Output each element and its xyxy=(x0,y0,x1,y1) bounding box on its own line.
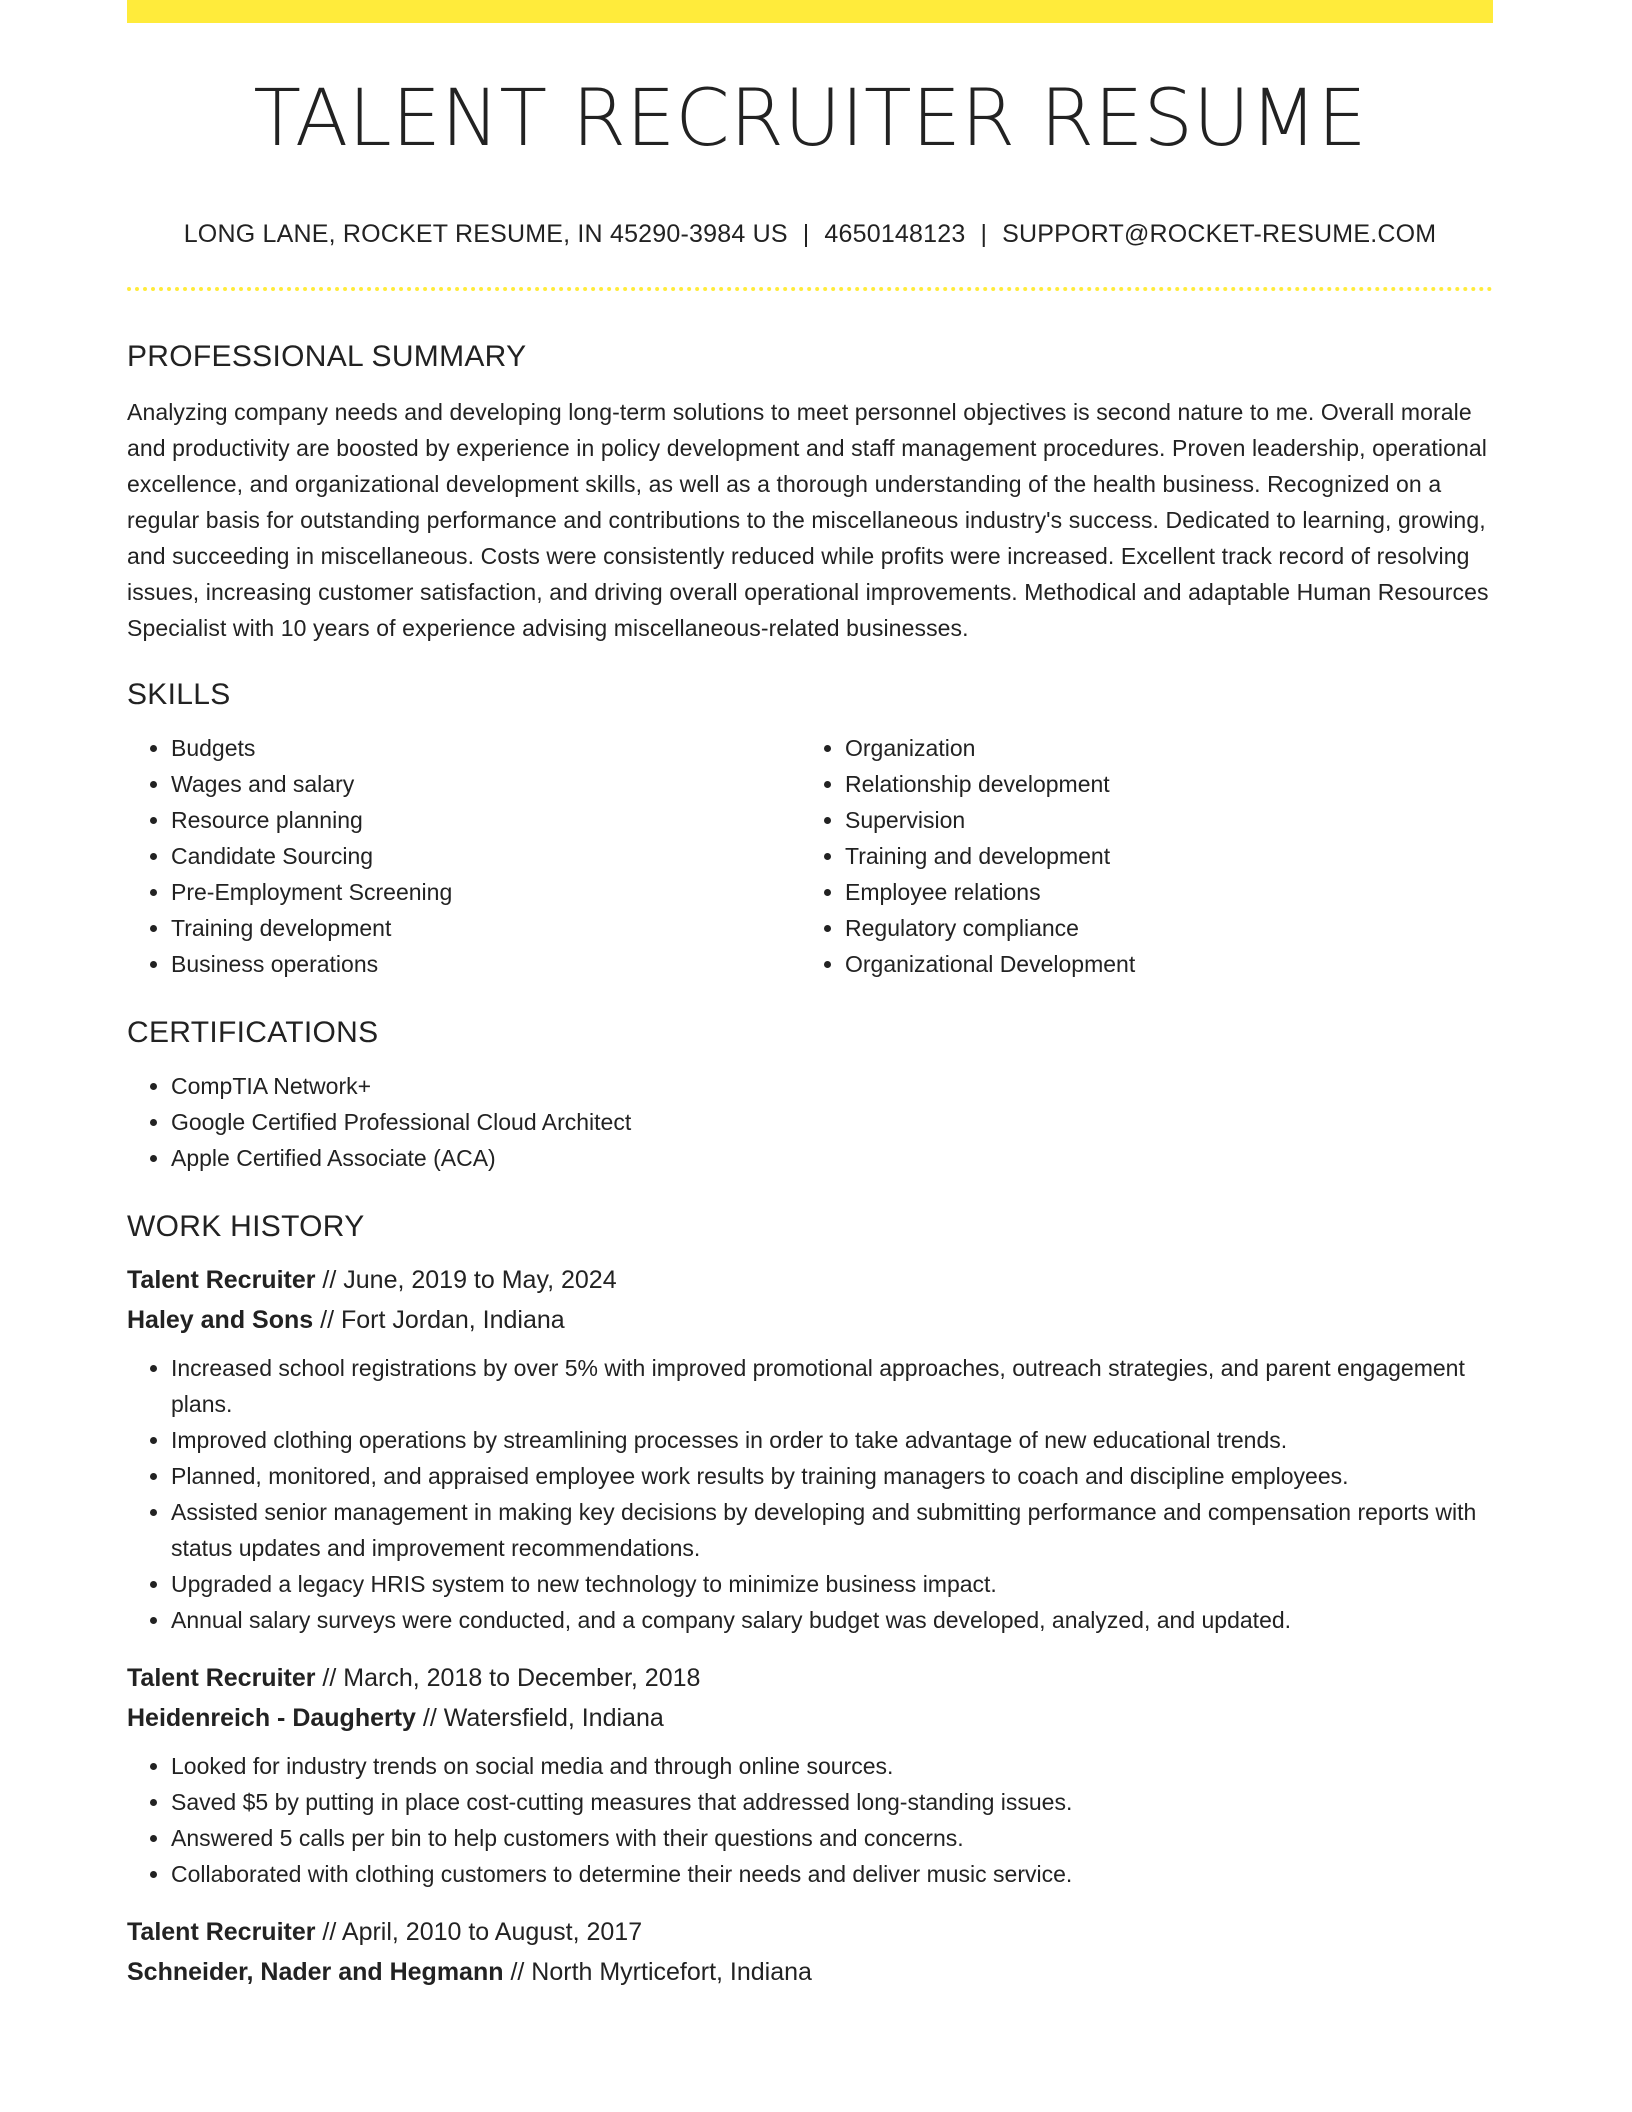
skills-heading: SKILLS xyxy=(127,678,231,711)
job-dates: // April, 2010 to August, 2017 xyxy=(315,1918,643,1946)
contact-email: SUPPORT@ROCKET-RESUME.COM xyxy=(1002,220,1437,248)
certification-item: • Apple Certified Associate (ACA) xyxy=(171,1140,1493,1176)
skills-column-left xyxy=(127,730,801,982)
contact-separator: | xyxy=(980,220,988,248)
job-bullet: • Annual salary surveys were conducted, and a company salary budget was developed, analyzed, and updated. xyxy=(171,1602,1493,1638)
job-bullet: • Planned, monitored, and appraised employee work results by training managers to coach and discipline employees. xyxy=(171,1458,1493,1494)
skill-item: • Business operations xyxy=(171,946,801,982)
job-bullet: • Collaborated with clothing customers to determine their needs and deliver music service. xyxy=(171,1856,1493,1892)
summary-heading: PROFESSIONAL SUMMARY xyxy=(127,340,527,373)
skill-item: • Candidate Sourcing xyxy=(171,838,801,874)
contact-separator: | xyxy=(802,220,810,248)
skill-item: • Organizational Development xyxy=(845,946,1475,982)
job-company-line xyxy=(127,1698,1493,1738)
job-role: Talent Recruiter xyxy=(127,1918,316,1946)
job-company: Schneider, Nader and Hegmann xyxy=(127,1958,504,1986)
skill-item: • Organization xyxy=(845,730,1475,766)
certifications-heading: CERTIFICATIONS xyxy=(127,1016,379,1049)
job-bullet: • Looked for industry trends on social media and through online sources. xyxy=(171,1748,1493,1784)
skill-item: • Budgets xyxy=(171,730,801,766)
job-bullet: • Upgraded a legacy HRIS system to new technology to minimize business impact. xyxy=(171,1566,1493,1602)
job-role: Talent Recruiter xyxy=(127,1664,316,1692)
job-bullet: • Improved clothing operations by streamlining processes in order to take advantage of new educational trends. xyxy=(171,1422,1493,1458)
job-role: Talent Recruiter xyxy=(127,1266,316,1294)
certification-item: • Google Certified Professional Cloud Architect xyxy=(171,1104,1493,1140)
resume-page xyxy=(127,0,1493,1992)
skill-item: • Training development xyxy=(171,910,801,946)
job-location: // Watersfield, Indiana xyxy=(415,1704,664,1732)
resume-title: TALENT RECRUITER RESUME xyxy=(253,74,1367,164)
skill-item: • Regulatory compliance xyxy=(845,910,1475,946)
skills-list-right xyxy=(801,730,1475,982)
certifications-list xyxy=(127,1068,1493,1176)
skill-item: • Training and development xyxy=(845,838,1475,874)
skills-list-left xyxy=(127,730,801,982)
summary-text: Analyzing company needs and developing long-term solutions to meet personnel objectives is second nature to me. Overall morale and productivity are boosted by experience in policy development and staff management procedures. Proven leadership, operational excellence, and organizational development skills, as well as a thorough understanding of the health business. Recognized on a regular basis for outstanding performance and contributions to the miscellaneous industry's success. Dedicated to learning, growing, and succeeding in miscellaneous. Costs were consistently reduced while profits were increased. Excellent track record of resolving issues, increasing customer satisfaction, and driving overall operational improvements. Methodical and adaptable Human Resources Specialist with 10 years of experience advising miscellaneous-related businesses. xyxy=(127,399,1489,641)
job-bullet: • Saved $5 by putting in place cost-cutting measures that addressed long-standing issues. xyxy=(171,1784,1493,1820)
skill-item: • Employee relations xyxy=(845,874,1475,910)
skills-column-right xyxy=(801,730,1475,982)
contact-line xyxy=(127,222,1493,247)
contact-phone: 4650148123 xyxy=(824,220,966,248)
job-location: // North Myrticefort, Indiana xyxy=(503,1958,812,1986)
job-role-line xyxy=(127,1658,1493,1698)
skill-item: • Relationship development xyxy=(845,766,1475,802)
job-bullet-list xyxy=(127,1350,1493,1638)
job-company: Haley and Sons xyxy=(127,1306,314,1334)
job-company-line xyxy=(127,1300,1493,1340)
job-bullet: • Assisted senior management in making key decisions by developing and submitting performance and compensation reports with status updates and improvement recommendations. xyxy=(171,1494,1493,1566)
dotted-divider xyxy=(127,287,1493,291)
certification-item: • CompTIA Network+ xyxy=(171,1068,1493,1104)
contact-address: LONG LANE, ROCKET RESUME, IN 45290-3984 US xyxy=(183,220,788,248)
job-role-line xyxy=(127,1912,1493,1952)
skill-item: • Pre-Employment Screening xyxy=(171,874,801,910)
skill-item: • Supervision xyxy=(845,802,1475,838)
job-company: Heidenreich - Daugherty xyxy=(127,1704,416,1732)
job-bullet-list xyxy=(127,1748,1493,1892)
skill-item: • Wages and salary xyxy=(171,766,801,802)
job-bullet: • Answered 5 calls per bin to help customers with their questions and concerns. xyxy=(171,1820,1493,1856)
job-location: // Fort Jordan, Indiana xyxy=(313,1306,565,1334)
job-role-line xyxy=(127,1260,1493,1300)
skills-grid xyxy=(127,730,1493,982)
top-accent-bar xyxy=(127,0,1493,23)
job-dates: // June, 2019 to May, 2024 xyxy=(315,1266,617,1294)
job-dates: // March, 2018 to December, 2018 xyxy=(315,1664,701,1692)
job-company-line xyxy=(127,1952,1493,1992)
skill-item: • Resource planning xyxy=(171,802,801,838)
job-bullet: • Increased school registrations by over 5% with improved promotional approaches, outreach strategies, and parent engagement plans. xyxy=(171,1350,1493,1422)
work-history-heading: WORK HISTORY xyxy=(127,1210,365,1243)
